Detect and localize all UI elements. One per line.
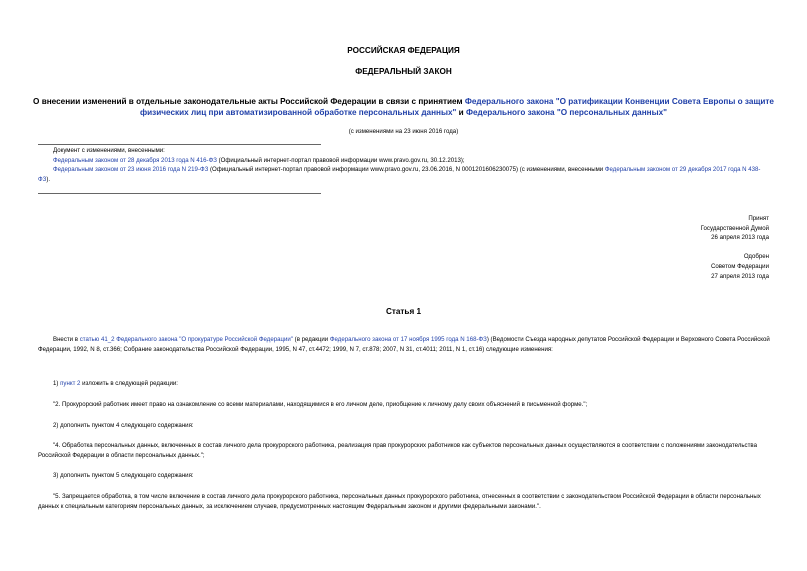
changes-item-1-text: (Официальный интернет-портал правовой информации www.pravo.gov.ru, 30.12.2013); xyxy=(216,156,465,164)
changes-item-1 xyxy=(38,156,770,166)
changes-block xyxy=(38,146,770,184)
article-paragraph-6: 3) дополнить пунктом 5 следующего содержания: xyxy=(53,472,194,479)
p1-text-b: (в редакции xyxy=(292,336,330,343)
adoption-block xyxy=(701,214,769,281)
document-subtitle: (с изменениями на 23 июня 2016 года) xyxy=(348,128,459,135)
changes-item-2-text: (Официальный интернет-портал правовой информации www.pravo.gov.ru, 23.06.2016, N 0001201606230075) (с изменениями, внесенными xyxy=(208,166,605,174)
link-point-2[interactable]: пункт 2 xyxy=(60,380,81,387)
article-paragraph-3: "2. Прокурорский работник имеет право на ознакомление со всеми материалами, находящимися в его личном деле, приобщение к личному делу своих объяснений в письменной форме."; xyxy=(53,401,588,408)
link-law-438[interactable]: Федеральным законом от 29 декабря 2017 года N 438-ФЗ xyxy=(38,166,761,183)
council-approved: Одобрен xyxy=(743,253,769,261)
p1-text-c: ) (Ведомости Съезда народных депутатов Российской Федерации и Верховного Совета Российской Федерации, 1992, N 8, ст.366; Собрание законодательства Российской Федерации, 1995, N 47, ст.4472; 1999, N 7, ст.878; 2007, N 31, ст.4011; 2011, N 1, ст.16) следующие изменения: xyxy=(38,336,770,353)
duma-adopted: Принят xyxy=(748,215,769,222)
changes-intro: Документ с изменениями, внесенными: xyxy=(53,147,165,154)
doc-type-heading: ФЕДЕРАЛЬНЫЙ ЗАКОН xyxy=(355,67,452,76)
link-law-168[interactable]: Федерального закона от 17 ноября 1995 года N 168-ФЗ xyxy=(329,336,487,343)
title-text-1: О внесении изменений в отдельные законодательные акты Российской Федерации в связи с принятием xyxy=(33,97,465,106)
changes-item-2-end: ). xyxy=(46,175,51,183)
article-paragraph-2 xyxy=(53,379,770,389)
link-law-416[interactable]: Федеральным законом от 28 декабря 2013 года N 416-ФЗ xyxy=(53,156,217,164)
document-title xyxy=(30,96,777,118)
link-article-41-2[interactable]: статью 41_2 Федерального закона "О прокуратуре Российской Федерации" xyxy=(79,336,293,343)
article-paragraph-1 xyxy=(38,335,770,354)
country-heading: РОССИЙСКАЯ ФЕДЕРАЦИЯ xyxy=(347,46,460,55)
title-text-2: и xyxy=(456,108,466,117)
title-link-ratification-law[interactable]: Федерального закона "О ратификации Конвенции Совета Европы о защите физических лиц при автоматизированной обработке персональных данных" xyxy=(139,97,774,117)
article-paragraph-5: "4. Обработка персональных данных, включенных в состав личного дела прокурорского работника, реализация прав прокурорских работников как субъектов персональных данных осуществляются в соответствии с положениями законодательства Российской Федерации в области персональных данных."; xyxy=(38,442,757,459)
duma-date: 26 апреля 2013 года xyxy=(711,234,769,242)
link-law-219[interactable]: Федеральным законом от 23 июня 2016 года N 219-ФЗ xyxy=(53,166,209,174)
council-date: 27 апреля 2013 года xyxy=(711,272,769,280)
p1-text-a: Внести в xyxy=(53,336,80,343)
p2-text-b: изложить в следующей редакции: xyxy=(80,380,178,387)
changes-item-2 xyxy=(38,165,770,184)
duma-name: Государственной Думой xyxy=(700,224,769,232)
p2-text-a: 1) xyxy=(53,380,61,387)
article-paragraph-4: 2) дополнить пунктом 4 следующего содержания: xyxy=(53,422,194,429)
title-link-personal-data-law[interactable]: Федерального закона "О персональных данных" xyxy=(465,108,668,117)
article-heading: Статья 1 xyxy=(385,307,422,316)
council-name: Советом Федерации xyxy=(710,262,769,270)
divider-bottom xyxy=(38,193,321,194)
divider-top xyxy=(38,144,321,145)
article-paragraph-7: "5. Запрещается обработка, в том числе включение в состав личного дела прокурорского работника, персональных данных прокурорского работника, отнесенных в соответствии с законодательством Российской Федерации в области персональных данных к специальным категориям персональных данных, за исключением случаев, предусмотренных настоящим Федеральным законом и другими федеральными законами.". xyxy=(38,493,761,510)
